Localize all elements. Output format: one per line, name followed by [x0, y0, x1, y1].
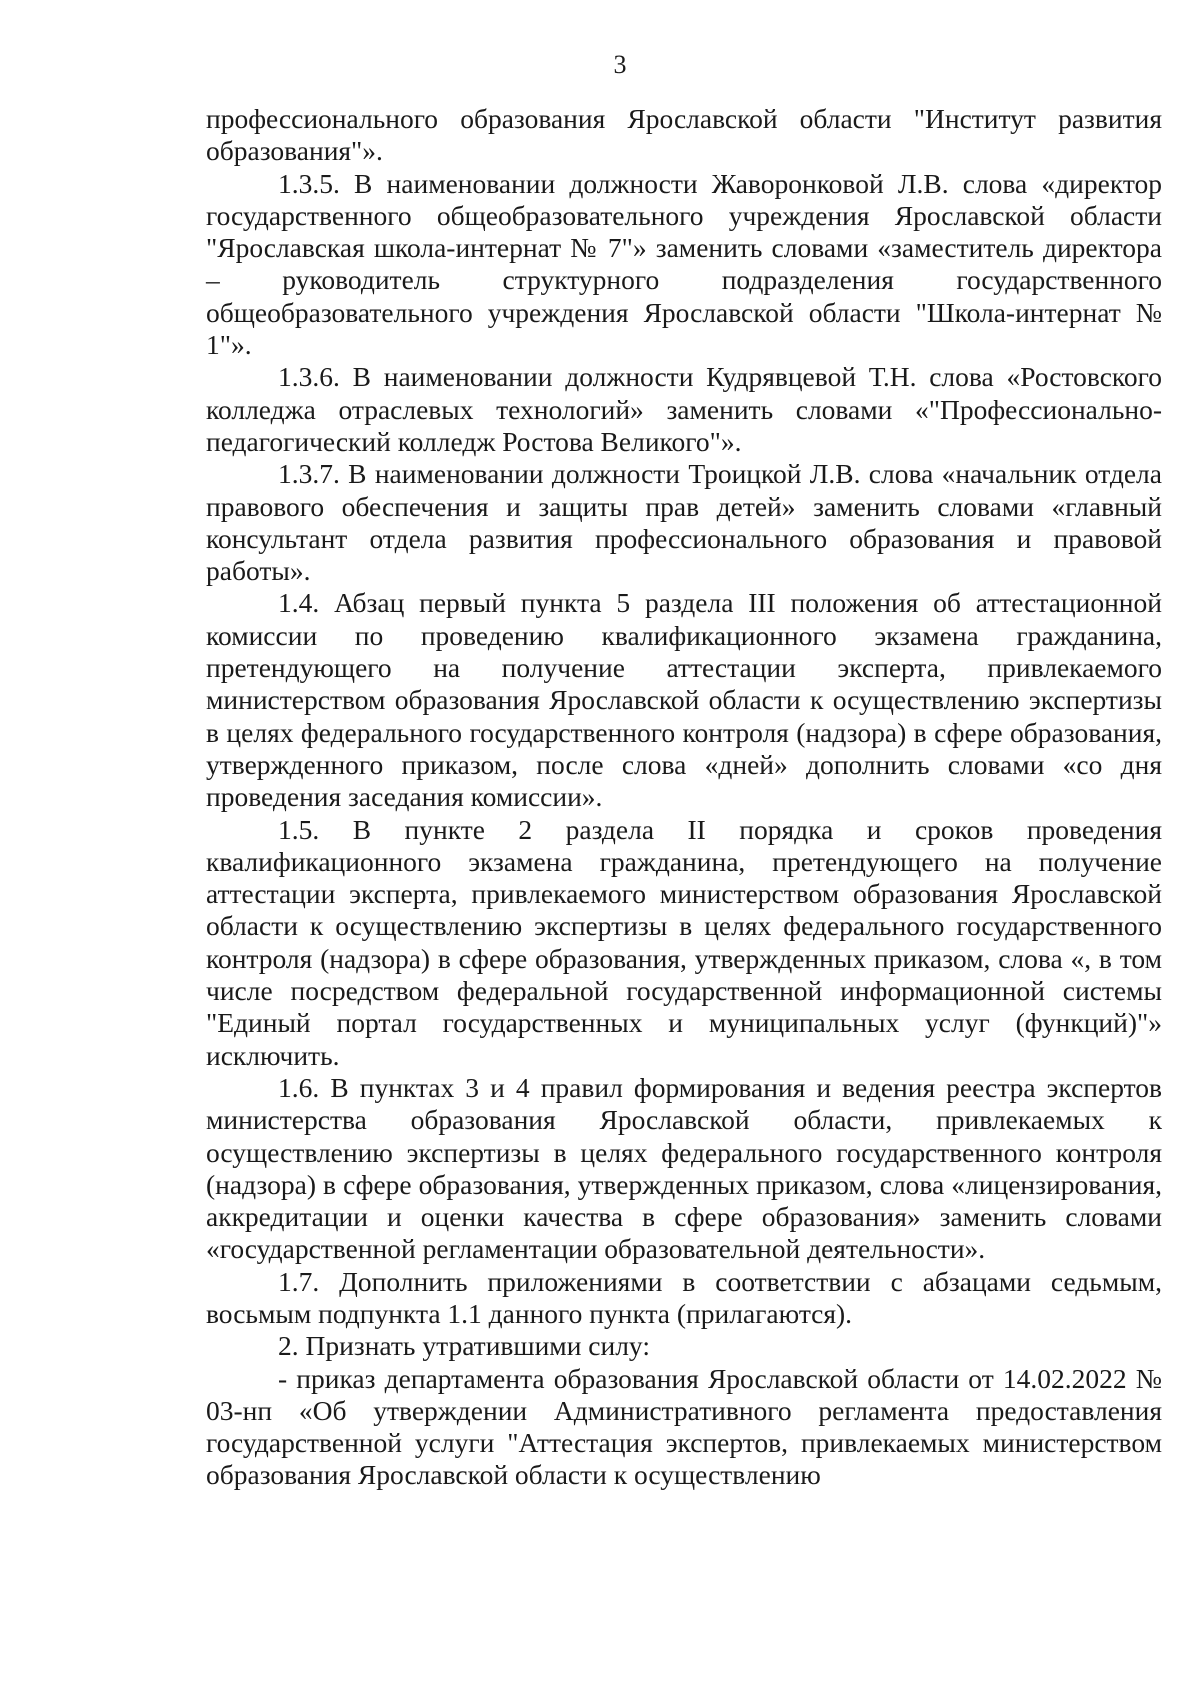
paragraph-1-3-5: 1.3.5. В наименовании должности Жаворонковой Л.В. слова «директор государственного общеобразовательного учреждения Ярославской области "Ярославская школа-интернат № 7"» заменить словами «заместитель директора – руководитель структурного подразделения государственного общеобразовательного учреждения Ярославской области "Школа-интернат № 1"». [206, 167, 1162, 361]
paragraph-1-5: 1.5. В пункте 2 раздела II порядка и сроков проведения квалификационного экзамена гражданина, претендующего на получение аттестации эксперта, привлекаемого министерством образования Ярославской области к осуществлению экспертизы в целях федерального государственного контроля (надзора) в сфере образования, утвержденных приказом, слова «, в том числе посредством федеральной государственной информационной системы "Единый портал государственных и муниципальных услуг (функций)"» исключить. [206, 813, 1162, 1071]
paragraph-2: 2. Признать утратившими силу: [278, 1330, 650, 1362]
paragraph-2-item-1: - приказ департамента образования Ярославской области от 14.02.2022 № 03-нп «Об утверждении Административного регламента предоставления государственной услуги "Аттестация экспертов, привлекаемых министерством образования Ярославской области к осуществлению [206, 1362, 1162, 1491]
document-body [206, 103, 1162, 1492]
paragraph-1-4: 1.4. Абзац первый пункта 5 раздела III положения об аттестационной комиссии по проведению квалификационного экзамена гражданина, претендующего на получение аттестации эксперта, привлекаемого министерством образования Ярославской области к осуществлению экспертизы в целях федерального государственного контроля (надзора) в сфере образования, утвержденного приказом, после слова «дней» дополнить словами «со дня проведения заседания комиссии». [206, 587, 1162, 813]
paragraph-1-3-7: 1.3.7. В наименовании должности Троицкой Л.В. слова «начальник отдела правового обеспечения и защиты прав детей» заменить словами «главный консультант отдела развития профессионального образования и правовой работы». [206, 458, 1162, 587]
page-number: 3 [613, 50, 627, 79]
paragraph-1-7: 1.7. Дополнить приложениями в соответствии с абзацами седьмым, восьмым подпункта 1.1 данного пункта (прилагаются). [206, 1265, 1162, 1329]
paragraph-1-3-6: 1.3.6. В наименовании должности Кудрявцевой Т.Н. слова «Ростовского колледжа отраслевых технологий» заменить словами «"Профессионально-педагогический колледж Ростова Великого"». [206, 361, 1162, 457]
paragraph-continuation: профессионального образования Ярославской области "Институт развития образования"». [206, 103, 1162, 167]
paragraph-1-6: 1.6. В пунктах 3 и 4 правил формирования и ведения реестра экспертов министерства образования Ярославской области, привлекаемых к осуществлению экспертизы в целях федерального государственного контроля (надзора) в сфере образования, утвержденных приказом, слова «лицензирования, аккредитации и оценки качества в сфере образования» заменить словами «государственной регламентации образовательной деятельности». [206, 1071, 1162, 1265]
